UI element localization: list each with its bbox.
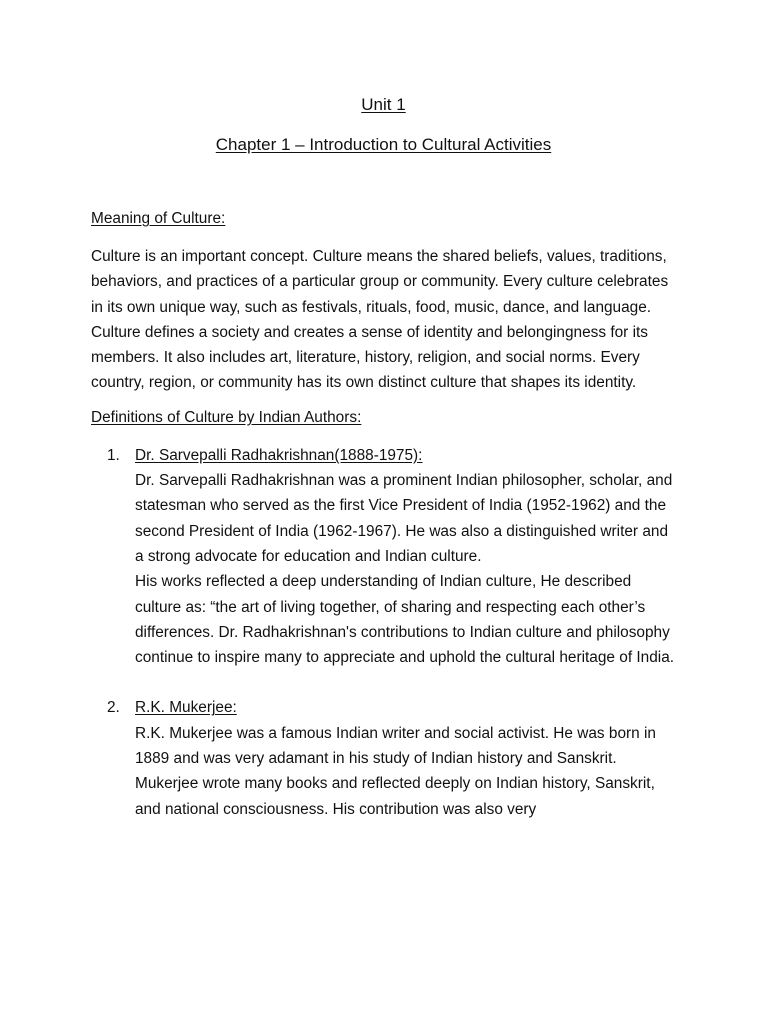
definitions-heading: Definitions of Culture by Indian Authors: bbox=[91, 408, 362, 426]
meaning-paragraph: Culture is an important concept. Culture means the shared beliefs, values, traditions, behaviors, and practices of a particular group or community. Every culture celebrates in its own unique way, such as festivals, rituals, food, music, dance, and language. Culture defines a society and creates a sense of identity and belongingness for its members. It also includes art, literature, history, religion, and social norms. Every country, region, or community has its own distinct culture that shapes its identity. bbox=[91, 248, 669, 392]
definitions-list bbox=[91, 443, 676, 822]
list-item bbox=[91, 443, 676, 671]
author-name: Dr. Sarvepalli Radhakrishnan(1888-1975): bbox=[135, 446, 423, 464]
author-description: Dr. Sarvepalli Radhakrishnan was a prominent Indian philosopher, scholar, and statesman who served as the first Vice President of India (1952-1962) and the second President of India (1962-1967). He was also a distinguished writer and a strong advocate for education and Indian culture. bbox=[135, 472, 673, 565]
author-description-continued: His works reflected a deep understanding of Indian culture, He described culture as: “the art of living together, of sharing and respecting each other’s differences. Dr. Radhakrishnan's contributions to Indian culture and philosophy continue to inspire many to appreciate and uphold the cultural heritage of India. bbox=[135, 573, 675, 667]
list-number: 2. bbox=[107, 699, 120, 717]
unit-title: Unit 1 bbox=[361, 95, 406, 114]
author-description: R.K. Mukerjee was a famous Indian writer and social activist. He was born in 1889 and was very adamant in his study of Indian history and Sanskrit. Mukerjee wrote many books and reflected deeply on Indian history, Sanskrit, and national consciousness. His contribution was also very bbox=[135, 724, 656, 818]
chapter-title: Chapter 1 – Introduction to Cultural Activities bbox=[215, 135, 552, 154]
author-name: R.K. Mukerjee: bbox=[135, 699, 237, 717]
meaning-heading: Meaning of Culture: bbox=[91, 210, 226, 227]
list-item bbox=[91, 695, 676, 821]
list-number: 1. bbox=[107, 446, 120, 464]
